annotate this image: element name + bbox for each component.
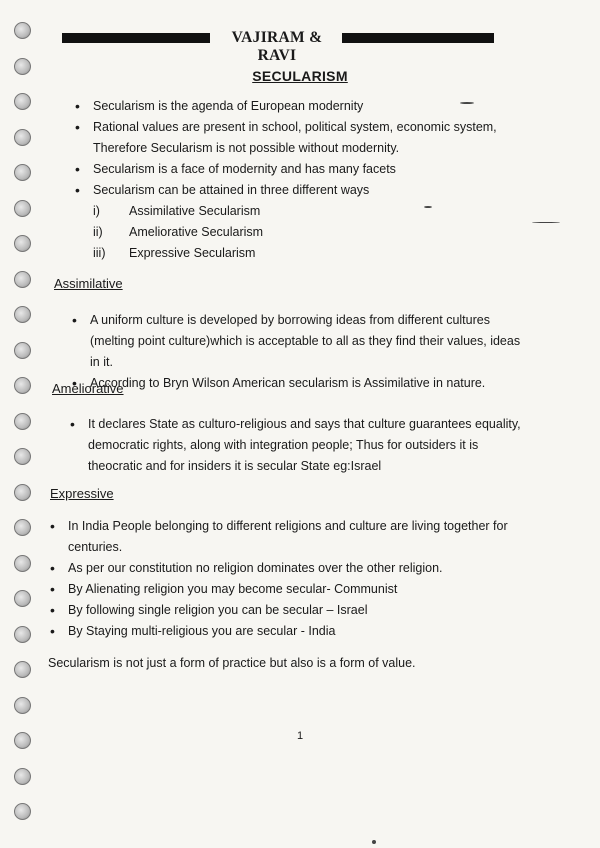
- ameliorative-section: [88, 414, 528, 477]
- punch-hole: [14, 271, 31, 288]
- list-item: • Secularism is the agenda of European modernity: [93, 96, 513, 117]
- punch-hole: [14, 519, 31, 536]
- punch-hole: [14, 413, 31, 430]
- list-item: • Secularism can be attained in three different ways: [93, 180, 513, 201]
- list-item: • It declares State as culturo-religious and says that culture guarantees equality, democratic rights, along with integration people; Thus for outsiders it is theocratic and for insiders it is secular State eg:Israel: [88, 414, 528, 477]
- list-item: • A uniform culture is developed by borrowing ideas from different cultures (melting point culture)which is acceptable to all as they find their values, ideas in it.: [90, 310, 530, 373]
- scan-speck: [532, 222, 560, 223]
- punch-hole: [14, 626, 31, 643]
- roman-numeral: i): [93, 204, 100, 218]
- ways-label: Expressive Secularism: [129, 246, 256, 260]
- header-bar-right: [342, 33, 494, 43]
- punch-hole: [14, 768, 31, 785]
- list-item: • Rational values are present in school, political system, economic system,: [93, 117, 513, 138]
- section-heading-expressive: Expressive: [50, 486, 114, 501]
- list-item: • By Staying multi-religious you are secular - India: [68, 621, 508, 642]
- punch-hole: [14, 377, 31, 394]
- punch-hole: [14, 164, 31, 181]
- list-item-continuation: Therefore Secularism is not possible without modernity.: [93, 141, 400, 155]
- list-item: • According to Bryn Wilson American secularism is Assimilative in nature.: [90, 373, 530, 394]
- punch-hole: [14, 129, 31, 146]
- list-item: • By following single religion you can be secular – Israel: [68, 600, 508, 621]
- scan-speck: [424, 206, 432, 208]
- punch-hole: [14, 342, 31, 359]
- list-item: • As per our constitution no religion dominates over the other religion.: [68, 558, 508, 579]
- intro-section: [93, 96, 513, 264]
- punch-hole: [14, 235, 31, 252]
- punch-hole: [14, 555, 31, 572]
- punch-hole: [14, 803, 31, 820]
- section-heading-ameliorative: Ameliorative: [52, 381, 124, 396]
- conclusion-text: Secularism is not just a form of practice but also is a form of value.: [48, 656, 416, 670]
- page-header: [62, 28, 494, 64]
- ways-label: Ameliorative Secularism: [129, 225, 264, 239]
- page-number: 1: [296, 730, 304, 742]
- list-item: • By Alienating religion you may become secular- Communist: [68, 579, 508, 600]
- page-title: SECULARISM: [252, 68, 348, 84]
- punch-hole: [14, 93, 31, 110]
- assimilative-section: [90, 310, 530, 394]
- punch-hole: [14, 448, 31, 465]
- scan-speck: [460, 102, 474, 104]
- punch-hole: [14, 661, 31, 678]
- roman-numeral: iii): [93, 246, 106, 260]
- punch-hole: [14, 306, 31, 323]
- roman-numeral: ii): [93, 225, 103, 239]
- scan-speck: [372, 840, 376, 844]
- brand-name: VAJIRAM & RAVI: [231, 29, 323, 64]
- ways-item: [93, 201, 513, 222]
- ways-label: Assimilative Secularism: [129, 204, 261, 218]
- header-bar-left: [62, 33, 210, 43]
- punch-hole: [14, 590, 31, 607]
- ways-item: [93, 243, 513, 264]
- expressive-section: [68, 516, 508, 642]
- list-item: • Secularism is a face of modernity and has many facets: [93, 159, 513, 180]
- binder-holes: [14, 22, 36, 839]
- punch-hole: [14, 484, 31, 501]
- list-item: • In India People belonging to different religions and culture are living together for centuries.: [68, 516, 508, 558]
- section-heading-assimilative: Assimilative: [54, 276, 123, 291]
- punch-hole: [14, 697, 31, 714]
- ways-item: [93, 222, 513, 243]
- punch-hole: [14, 22, 31, 39]
- punch-hole: [14, 200, 31, 217]
